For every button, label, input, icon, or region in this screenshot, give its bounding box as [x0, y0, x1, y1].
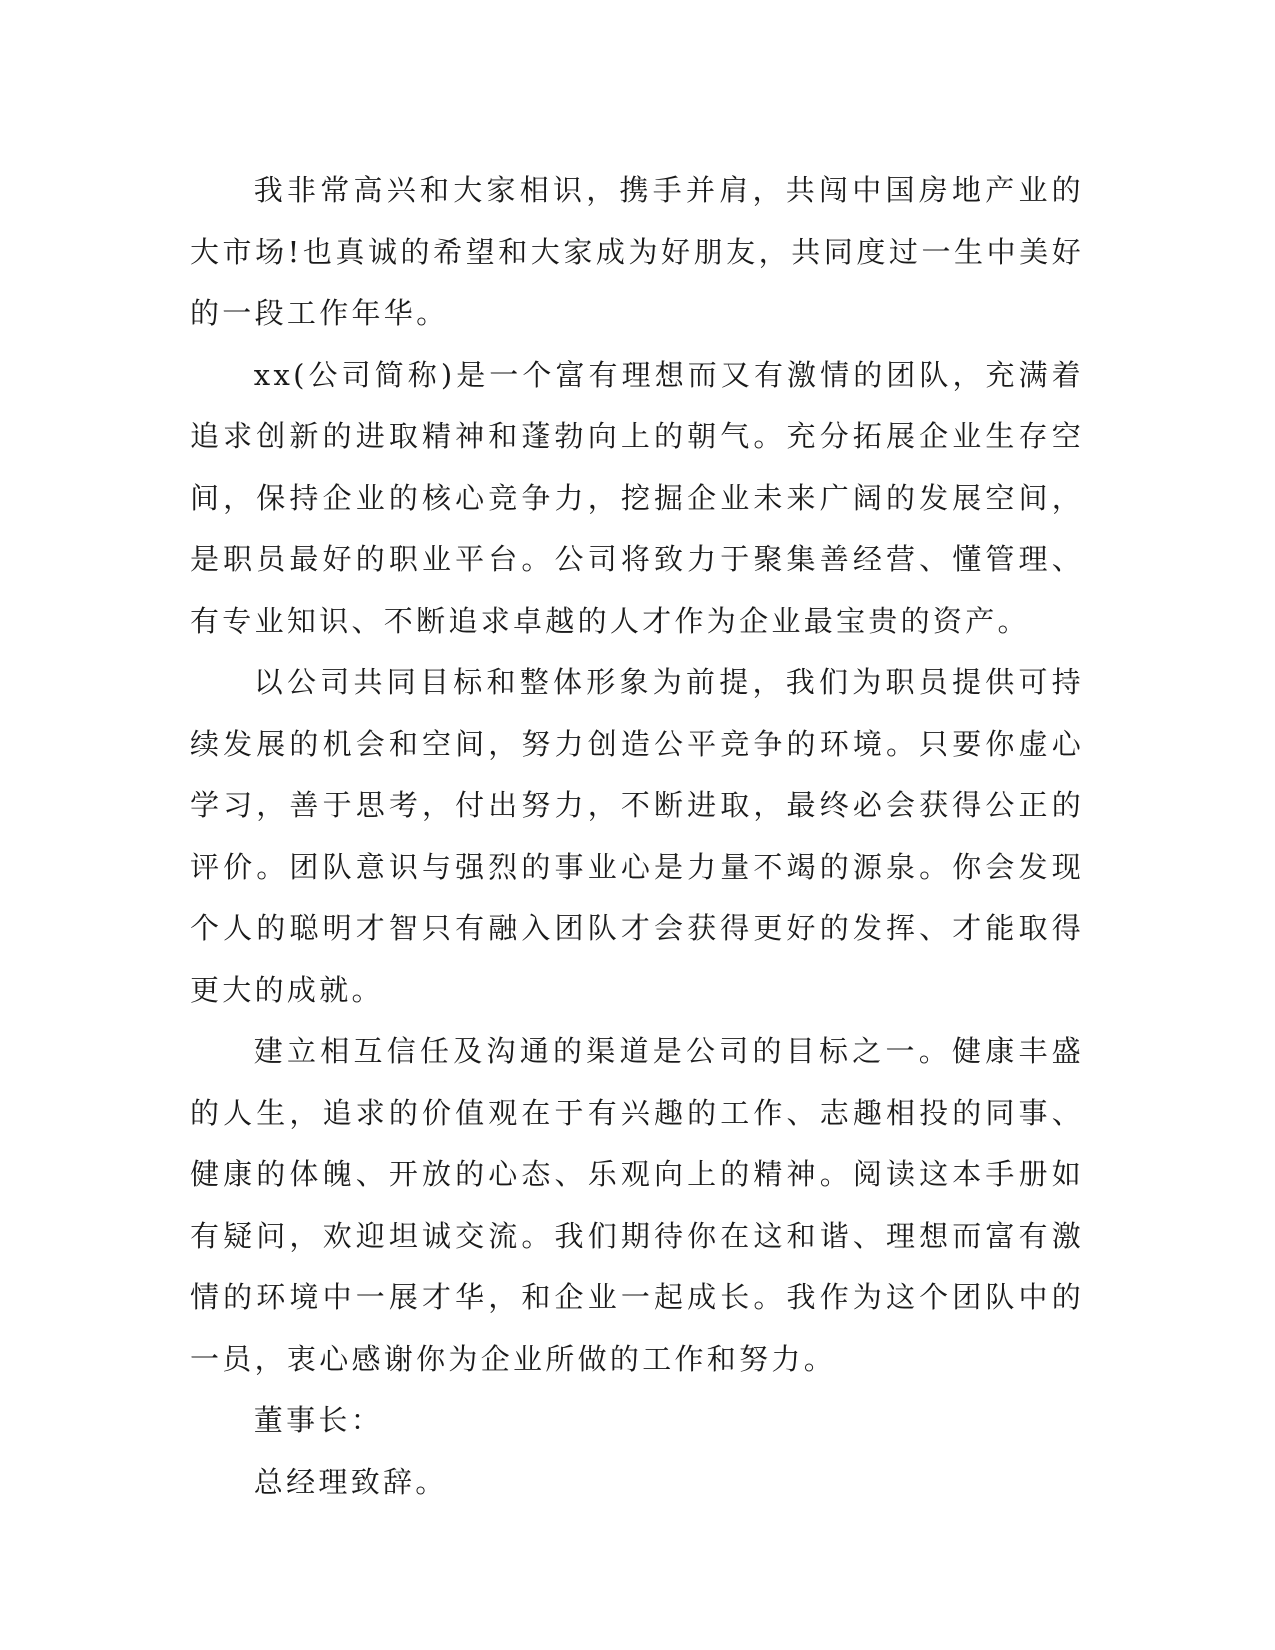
paragraph-development: 以公司共同目标和整体形象为前提，我们为职员提供可持续发展的机会和空间，努力创造公平竞争的环境。只要你虚心学习，善于思考，付出努力，不断进取，最终必会获得公正的评价。团队意识与强烈的事业心是力量不竭的源泉。你会发现个人的聪明才智只有融入团队才会获得更好的发挥、才能取得更大的成就。	[190, 665, 1084, 1007]
signature-chairman: 董事长：	[253, 1403, 383, 1437]
paragraph-company-intro: xx(公司简称)是一个富有理想而又有激情的团队，充满着追求创新的进取精神和蓬勃向上的朝气。充分拓展企业生存空间，保持企业的核心竞争力，挖掘企业未来广阔的发展空间，是职员最好的职业平台。公司将致力于聚集善经营、懂管理、有专业知识、不断追求卓越的人才作为企业最宝贵的资产。	[190, 357, 1084, 638]
paragraph-greeting: 我非常高兴和大家相识，携手并肩，共闯中国房地产业的大市场!也真诚的希望和大家成为好朋友，共同度过一生中美好的一段工作年华。	[190, 173, 1084, 330]
paragraph-communication: 建立相互信任及沟通的渠道是公司的目标之一。健康丰盛的人生，追求的价值观在于有兴趣的工作、志趣相投的同事、健康的体魄、开放的心态、乐观向上的精神。阅读这本手册如有疑问，欢迎坦诚交流。我们期待你在这和谐、理想而富有激情的环境中一展才华，和企业一起成长。我作为这个团队中的一员，衷心感谢你为企业所做的工作和努力。	[190, 1034, 1084, 1376]
signature-general-manager: 总经理致辞。	[253, 1464, 448, 1499]
document-body	[190, 160, 1084, 1513]
